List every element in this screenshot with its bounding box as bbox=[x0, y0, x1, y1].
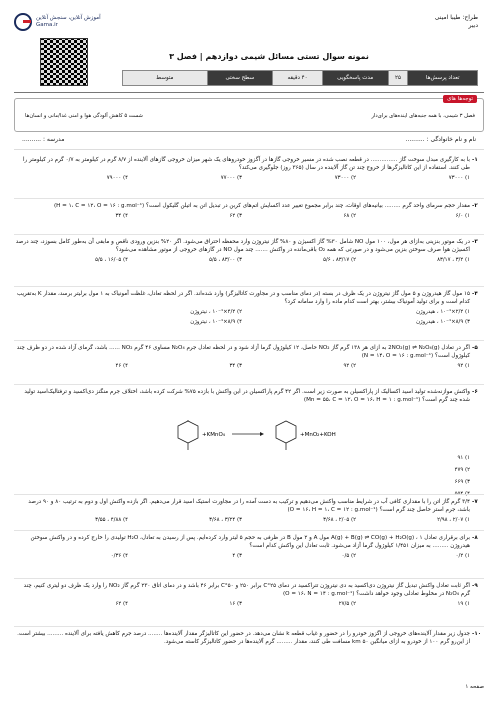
option-3[interactable]: ۳) ۴ bbox=[232, 553, 242, 559]
info-value-count: ۲۵ bbox=[388, 71, 408, 85]
exam-page bbox=[14, 8, 484, 694]
question-text: با به کارگیری مبدل سوخت گاز ............... در قطعه نصب شده در مسیر خروجی گازها در آگزوز خودروهای یک شهر میزان خروجی گازهای آلاینده از ۸/۷ گرم در کیلومتر به ۰/۷ گرم در کیلومتر را طی کنند. استفاده از این کاتالیزگرها از خروج چند تن گاز آلاینده در سال (۳۶۵ روز) جلوگیری می‌کند؟ bbox=[22, 157, 470, 171]
option-3[interactable]: ۳) ۸/۹×۱۰⁻¹ ، هیدروژن bbox=[416, 319, 470, 325]
option-4[interactable]: ۴) ۷۹۰۰۰ bbox=[106, 175, 128, 181]
question-text: در یک موتور بنزینی به‌ازای هر مول، ۱۰۰ مول NO شامل ۳۰% گاز اکسیژن و ۸۰% گاز نیتروژن وارد محفظه احتراق می‌شود. اگر ۲۰% بنزین ورودی ناقص و مابقی آن به‌طور کامل بسوزد، چند درصد اکسیژن هوا صرف سوختن بنزین می‌شود و در صورتی که همه O₂ باقی‌مانده در واکنش ....... چند مول NO در گازهای خروجی از موتور مشاهده می‌شود؟ bbox=[15, 239, 470, 253]
question-10 bbox=[14, 630, 484, 646]
question-options bbox=[14, 516, 470, 524]
question-number: ۸- bbox=[472, 535, 478, 541]
question-options bbox=[14, 174, 470, 182]
option-4[interactable]: ۴) ۴۶ bbox=[115, 363, 128, 369]
option-1[interactable]: ۱) ۳/۲ ، ۸۳/۱۷ bbox=[437, 257, 470, 263]
option-4[interactable]: ۴) ۱۶/۰۵ ، ۵/۵ bbox=[95, 257, 128, 263]
question-text: ۳/۴ گرم گاز اتن را با مقداری کافی آب در شرایط مناسب واکنش می‌دهیم و ترکیب به دست آمده را در مجاورت استیک اسید قرار می‌دهیم. اگر بازده واکنش اول و دوم به ترتیب ۸۰ و ۹۰ درصد باشد، جرم استر حاصل چند گرم است؟ (O = ۱۶، H = ۱، C = ۱۲ : g.mol⁻¹) bbox=[28, 499, 470, 513]
question-divider bbox=[14, 626, 484, 627]
designer-role: دبیر bbox=[468, 22, 478, 29]
question-9 bbox=[14, 582, 484, 608]
question-text: جدول زیر مقدار آلاینده‌های خروجی از اگزوز خودرو را در حضور و غیاب قطعه k نشان می‌دهد. در حضور این کاتالیزگر مقدار آلاینده‌ها ........ درصد جرم کاهش یافته برای آلاینده ......... بیشتر است. از این‌رو گرم ۱۰۰ از خودرو به ازای میانگین km ۵۰ مسافت طی کنند، مقدار ......... گرم آلاینده‌ها در حضور کاتالیزگر کاسته می‌شود. bbox=[17, 631, 470, 645]
option-2[interactable]: ۲) ۰/۵ bbox=[341, 553, 356, 559]
info-label-duration: مدت پاسخگویی bbox=[322, 71, 388, 85]
question-number: ۹- bbox=[472, 583, 478, 589]
option-4[interactable]: ۴) ۰/۳۶ bbox=[110, 553, 128, 559]
question-options bbox=[14, 454, 470, 498]
option-1[interactable]: ۱) ۲/۲×۱۰⁻¹ ، هیدروژن bbox=[416, 309, 470, 315]
reagent-label: +KMnO₄ bbox=[202, 432, 225, 438]
question-options bbox=[14, 308, 470, 326]
option-2[interactable]: ۲) ۹۲ bbox=[343, 363, 356, 369]
option-3[interactable]: ۳) ۷۷۰۰۰ bbox=[220, 175, 242, 181]
header-divider bbox=[14, 92, 484, 93]
option-3[interactable]: ۳) ۳/۲۴ ، ۳/۶۸ bbox=[209, 517, 242, 523]
question-text: اگر ثابت تعادل واکنش تبدیل گاز نیتروژن دی‌اکسید به دی نیتروژن تتراکسید در دمای ۲۵°C برابر ۲۵۰ و ۵۰°C برابر ۴۶ باشد و در دمای اتاق ۲۳۰ گرم گاز NO₂ را وارد یک ظرف دو لیتری کنیم، چند گرم N₂O₄ در مخلوط تعادلی وجود خواهد داشت؟ (O = ۱۶، N = ۱۴ : g.mol⁻¹) bbox=[23, 583, 470, 597]
question-number: ۴- bbox=[472, 291, 478, 297]
question-number: ۱۰- bbox=[472, 631, 482, 637]
question-number: ۳- bbox=[472, 239, 478, 245]
option-3[interactable]: ۳) ۶۶۹ bbox=[454, 479, 470, 485]
info-value-difficulty: متوسط bbox=[123, 71, 207, 85]
gama-logo-icon bbox=[14, 13, 32, 31]
reaction-svg bbox=[164, 420, 354, 454]
student-name-field[interactable]: نام و نام خانوادگی : .......... bbox=[405, 136, 476, 143]
question-text: ۱۵ مول گاز هیدروژن و ۵ مول گاز نیتروژن در یک ظرف در بسته (در دمای مناسب و در مجاورت کاتالیزگر) وارد شده‌اند. اگر در لحظه تعادل، غلظت آمونیاک به ۱ مول برلیتر برسد، مقدار K به‌تقریب کدام است و برای تولید آمونیاک بیشتر، بهتر است کدام ماده را وارد سامانه کرد؟ bbox=[16, 291, 470, 305]
terephthalic-ring-icon bbox=[276, 421, 296, 443]
option-1[interactable]: ۱) ۹۲ bbox=[457, 363, 470, 369]
qr-code bbox=[40, 38, 88, 86]
question-number: ۶- bbox=[472, 389, 478, 395]
option-4[interactable]: ۴) ۴/۸۸ ، ۳/۵۵ bbox=[95, 517, 128, 523]
question-number: ۲- bbox=[472, 203, 478, 209]
option-2[interactable]: ۲) ۸۳/۱۷ ، ۵/۶ bbox=[323, 257, 356, 263]
option-3[interactable]: ۳) ۶۲ bbox=[229, 213, 242, 219]
question-4 bbox=[14, 290, 484, 326]
question-7 bbox=[14, 498, 484, 524]
question-text: واکنش موازنه‌شده تولید اسید اکسالیک از پاراکسیلن به صورت زیر است. اگر ۴۲ گرم پاراکسیلن در این واکنش با بازده ۷۵% شرکت کرده باشد، اختلاف جرم منگنز دی‌اکسید و ترفتالیک‌اسید تولید شده چند گرم است؟ (Mn = ۵۵، C = ۱۲، O = ۱۶، H = ۱ : g.mol⁻¹) bbox=[24, 389, 470, 403]
product-label: +MnO₂+KOH bbox=[300, 432, 336, 438]
question-6-options bbox=[14, 454, 484, 498]
note-right: شست ۵ کاهش آلودگی هوا و امنی غذا/مانی و انسان‌ها bbox=[25, 113, 143, 119]
question-options bbox=[14, 552, 470, 560]
question-2 bbox=[14, 202, 484, 220]
designer-name: طراح: طیبا امینی bbox=[434, 14, 478, 21]
question-1 bbox=[14, 156, 484, 182]
option-2[interactable]: ۲) ۴۷۹ bbox=[454, 467, 470, 473]
note-text bbox=[25, 113, 475, 119]
paraxylene-ring-icon bbox=[178, 421, 198, 443]
option-4[interactable]: ۴) ۸/۹×۱۰⁻¹ ، نیتروژن bbox=[190, 319, 242, 325]
exam-info-row bbox=[122, 70, 478, 86]
question-number: ۱- bbox=[472, 157, 478, 163]
question-text: برای برقراری تعادل A(g) + B(g) ⇌ CO(g) + H₂O(g) ، ۱ مول A و ۲ مول B در ظرفی به حجم ۵ لیتر وارد کرده‌ایم. پس از رسیدن به تعادل، H₂O تولیدی را خارج کرده و در واکنش سوختن هیدروژن ......... به میزان ۱/۴۵۱ کیلوژول گرما آزاد می‌شود. ثابت تعادل این واکنش کدام است؟ bbox=[30, 535, 470, 549]
question-divider bbox=[14, 578, 484, 579]
question-divider bbox=[14, 340, 484, 341]
designer-info bbox=[435, 14, 478, 30]
question-divider bbox=[14, 198, 484, 199]
question-6 bbox=[14, 388, 484, 404]
question-options bbox=[14, 256, 470, 264]
question-number: ۵- bbox=[472, 345, 478, 351]
note-tag: توجه‌ها ‌های bbox=[443, 95, 477, 103]
question-3 bbox=[14, 238, 484, 264]
question-divider bbox=[14, 530, 484, 531]
option-2[interactable]: ۲) ۲۷/۵ bbox=[338, 601, 356, 607]
option-2[interactable]: ۲) ۲/۰۵ ، ۳/۶۸ bbox=[323, 517, 356, 523]
question-divider bbox=[14, 234, 484, 235]
question-number: ۷- bbox=[472, 499, 478, 505]
page-footer: صفحه ۱ bbox=[465, 684, 484, 690]
question-divider bbox=[14, 384, 484, 385]
school-field[interactable]: مدرسه : .......... bbox=[22, 136, 65, 143]
option-1[interactable]: ۱) ۲/۰۷ ، ۲/۹۸ bbox=[437, 517, 470, 523]
option-4[interactable]: ۴) ۳۴ bbox=[115, 213, 128, 219]
student-name-row bbox=[14, 136, 484, 150]
option-1[interactable]: ۱) ۶/۰ bbox=[455, 213, 470, 219]
question-divider bbox=[14, 494, 484, 495]
info-value-duration: ۴۰ دقیقه bbox=[272, 71, 322, 85]
option-3[interactable]: ۳) ۳۴ bbox=[229, 363, 242, 369]
option-1[interactable]: ۱) ۷۳۰۰۰ bbox=[448, 175, 470, 181]
option-1[interactable]: ۱) ۰/۲ bbox=[455, 553, 470, 559]
option-3[interactable]: ۳) ۸۳/۰۰ ، ۵/۵ bbox=[209, 257, 242, 263]
question-text: اگر در تعادل 2NO₂(g) ⇌ N₂O₄(g) به ازای هر ۱۳۸ گرم گاز NO₂ حاصل، ۱۲ کیلوژول گرما آزاد شود و در لحظه تعادل جرم N₂O₄ مساوی ۴۶ گرم NO₂ ...... باشد، گرمای آزاد شده در دو ظرف چند کیلوژول است؟ (N = ۱۴، O = ۱۶ : g.mol⁻¹) bbox=[16, 345, 470, 359]
logo-slogan: آموزش آنلاین، سنجش آنلاین bbox=[36, 15, 101, 21]
question-text: مقدار حجم سرمای واحد گرم ......... بیانیه‌های اوقات، چند برابر مجموع تغییر عدد اکسایش اتم‌های کربن در تبدیل اتن به اتیلن گلیکول است؟ (H = ۱، C = ۱۲، O = ۱۶ : g.mol⁻¹) bbox=[53, 203, 470, 209]
reaction-diagram bbox=[164, 420, 354, 454]
option-2[interactable]: ۲) ۶۸ bbox=[343, 213, 356, 219]
question-5 bbox=[14, 344, 484, 370]
exam-title: نمونه سوال تستی مسائل شیمی دوازدهم | فصل ۳ bbox=[169, 52, 369, 61]
option-3[interactable]: ۳) ۱۶ bbox=[229, 601, 242, 607]
option-2[interactable]: ۲) ۴/۲×۱۰⁻¹ ، نیتروژن bbox=[190, 309, 242, 315]
question-divider bbox=[14, 286, 484, 287]
logo-url: Gama.ir bbox=[36, 22, 58, 28]
info-label-count: تعداد پرسش‌ها bbox=[407, 71, 477, 85]
option-1[interactable]: ۱) ۹۱ bbox=[457, 455, 470, 461]
question-8 bbox=[14, 534, 484, 560]
option-2[interactable]: ۲) ۷۳۰۰۰ bbox=[334, 175, 356, 181]
note-box bbox=[14, 98, 484, 132]
option-1[interactable]: ۱) ۱۹ bbox=[457, 601, 470, 607]
note-left: فصل ۳ شیمی، با همه جنبه‌های اینده‌های برای‌دار bbox=[371, 113, 475, 119]
gama-logo bbox=[14, 10, 154, 34]
option-4[interactable]: ۴) ۶۲ bbox=[115, 601, 128, 607]
exam-header bbox=[14, 8, 484, 94]
logo-text bbox=[36, 15, 101, 29]
question-options bbox=[14, 362, 470, 370]
question-options bbox=[14, 600, 470, 608]
question-options bbox=[14, 212, 470, 220]
info-label-difficulty: سطح سختی bbox=[207, 71, 273, 85]
